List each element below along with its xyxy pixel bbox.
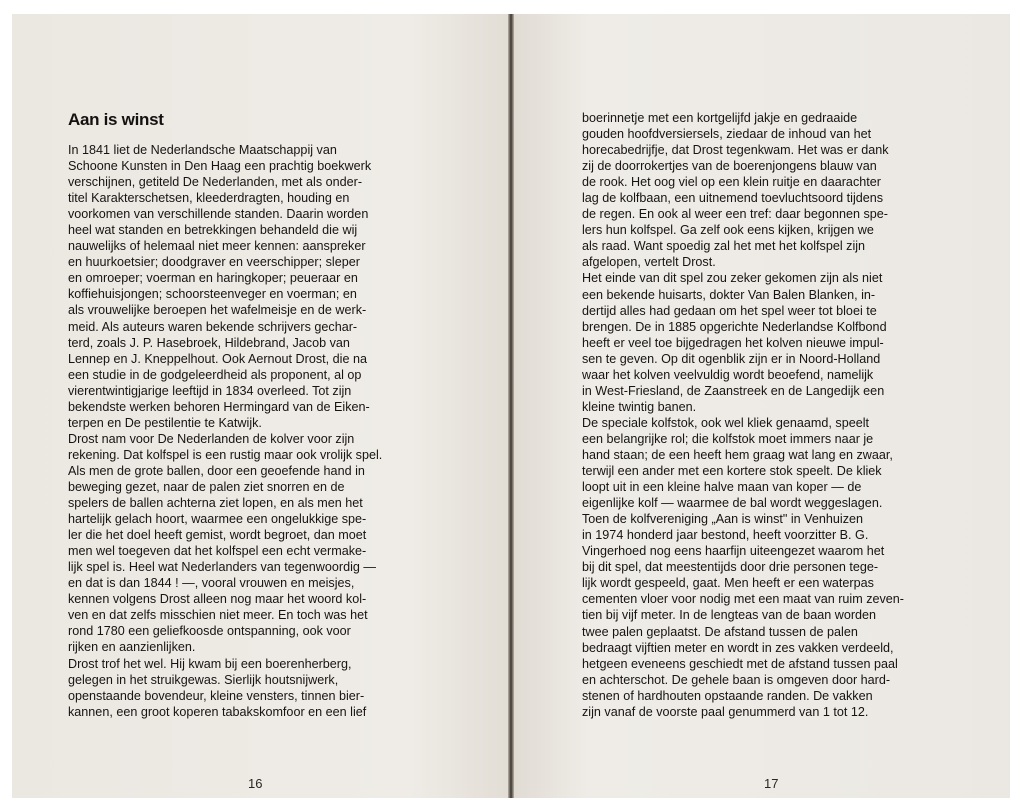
text-line: vierentwintigjarige leeftijd in 1834 overleed. Tot zijn <box>68 383 352 398</box>
text-line: terwijl een ander met een kortere stok speelt. De kliek <box>582 464 882 479</box>
text-line: men wel toegeven dat het kolfspel een echt vermake- <box>68 544 367 559</box>
chapter-heading: Aan is winst <box>68 110 164 129</box>
text-line: rond 1780 een geliefkoosde ontspanning, ook voor <box>68 624 351 639</box>
text-line: Lennep en J. Kneppelhout. Ook Aernout Drost, die na <box>68 351 367 366</box>
right-page <box>514 14 1010 798</box>
text-line: een belangrijke rol; die kolfstok moet immers naar je <box>582 431 874 446</box>
text-line: waar het kolven veelvuldig wordt beoefend, namelijk <box>582 367 874 382</box>
text-line: gelegen in het struikgewas. Sierlijk houtsnijwerk, <box>68 672 339 687</box>
text-line: Drost trof het wel. Hij kwam bij een boerenherberg, <box>68 656 352 671</box>
text-line: spelers de ballen achterna ziet lopen, en als men het <box>68 496 363 511</box>
page-number-left: 16 <box>248 776 263 791</box>
text-line: de rook. Het oog viel op een klein ruitje en daarachter <box>582 175 881 190</box>
text-line: de regen. En ook al weer een tref: daar begonnen spe- <box>582 207 888 222</box>
text-line: verschijnen, getiteld De Nederlanden, met als onder- <box>68 175 363 190</box>
text-line: hartelijk gelach hoort, waarmee een ongelukkige spe- <box>68 512 367 527</box>
text-line: dertijd alles had gedaan om het spel weer tot bloei te <box>582 303 877 318</box>
text-line: gouden hoofdversiersels, ziedaar de inhoud van het <box>582 127 872 142</box>
text-line: rekening. Dat kolfspel is een rustig maar ook vrolijk spel. <box>68 447 383 462</box>
page-number-right: 17 <box>764 776 779 791</box>
text-line: bij dit spel, dat meestentijds door drie personen tege- <box>582 560 879 575</box>
text-line: als vrouwelijke beroepen het wafelmeisje en de werk- <box>68 303 367 318</box>
text-line: nauwelijks of helemaal niet meer kennen: aanspreker <box>68 239 366 254</box>
text-line: De speciale kolfstok, ook wel kliek genaamd, speelt <box>582 415 870 430</box>
text-line: terd, zoals J. P. Hasebroek, Hildebrand, Jacob van <box>68 335 350 350</box>
text-line: lijk wordt gespeeld, gaat. Men heeft er een waterpas <box>582 576 874 591</box>
text-line: In 1841 liet de Nederlandsche Maatschappij van <box>68 143 337 157</box>
text-line: kennen volgens Drost alleen nog maar het woord kol- <box>68 592 367 607</box>
text-line: een bekende huisarts, dokter Van Balen Blanken, in- <box>582 287 876 302</box>
text-line: zijn vanaf de voorste paal genummerd van 1 tot 12. <box>582 704 869 719</box>
text-line: heel wat standen en betrekkingen behandeld die wij <box>68 223 358 238</box>
text-line: tien bij vijf meter. In de lengteas van de baan worden <box>582 608 877 623</box>
text-line: titel Karakterschetsen, kleederdragten, houding en <box>68 191 350 206</box>
text-line: lers hun kolfspel. Ga zelf ook eens kijken, krijgen we <box>582 223 874 238</box>
left-page-text <box>68 142 382 720</box>
text-line: horecabedrijfje, dat Drost tegenkwam. Het was er dank <box>582 143 889 158</box>
text-line: bekendste werken behoren Hermingard van de Eiken- <box>68 399 370 414</box>
text-line: koffiehuisjongen; schoorsteenveger en voerman; en <box>68 287 357 302</box>
text-line: Toen de kolfvereniging „Aan is winst" in Venhuizen <box>582 512 864 527</box>
text-line: kleine twintig banen. <box>582 399 697 414</box>
text-line: sen te geven. Op dit ogenblik zijn er in Noord-Holland <box>582 351 881 366</box>
text-line: zij de doorrokertjes van de boerenjongens blauw van <box>582 159 877 174</box>
text-line: en omroeper; voerman en haringkoper; peueraar en <box>68 271 358 286</box>
text-line: Vingerhoed nog eens haarfijn uiteengezet waarom het <box>582 544 885 559</box>
text-line: meid. Als auteurs waren bekende schrijvers gechar- <box>68 319 358 334</box>
left-page <box>12 14 508 798</box>
book-spread <box>12 14 1010 798</box>
text-line: loopt uit in een kleine halve maan van koper — de <box>582 480 862 495</box>
text-line: kannen, een groot koperen tabakskomfoor en een lief <box>68 704 367 719</box>
text-line: cementen vloer voor nodig met een maat van ruim zeven- <box>582 592 905 607</box>
text-line: twee palen geplaatst. De afstand tussen de palen <box>582 624 858 639</box>
text-line: hetgeen eveneens geschiedt met de afstand tussen paal <box>582 656 898 671</box>
text-line: en huurkoetsier; doodgraver en veerschipper; sleper <box>68 255 360 270</box>
text-line: afgelopen, vertelt Drost. <box>582 255 716 270</box>
text-line: ven en dat zelfs misschien niet meer. En toch was het <box>68 608 368 623</box>
text-line: Drost nam voor De Nederlanden de kolver voor zijn <box>68 431 355 446</box>
text-line: Als men de grote ballen, door een geoefende hand in <box>68 463 365 478</box>
text-line: lag de kolfbaan, een uitnemend toevluchtsoord tijdens <box>582 191 884 206</box>
text-line: rijken en aanzienlijken. <box>68 640 196 655</box>
text-line: ler die het doel heeft gemist, wordt begroet, dan moet <box>68 528 367 543</box>
text-line: in West-Friesland, de Zaanstreek en de Langedijk een <box>582 383 885 398</box>
text-line: Schoone Kunsten in Den Haag een prachtig boekwerk <box>68 159 372 174</box>
text-line: brengen. De in 1885 opgerichte Nederlandse Kolfbond <box>582 319 887 334</box>
text-line: een studie in de godgeleerdheid als proponent, al op <box>68 367 362 382</box>
text-line: in 1974 honderd jaar bestond, heeft voorzitter B. G. <box>582 528 869 543</box>
text-line: hand staan; de een heeft hem graag wat lang en zwaar, <box>582 447 893 462</box>
text-line: lijk spel is. Heel wat Nederlanders van tegenwoordig — <box>68 560 376 575</box>
text-line: bedraagt vijftien meter en wordt in zes vakken verdeeld, <box>582 640 894 655</box>
right-page-text <box>582 110 904 720</box>
text-line: openstaande bovendeur, kleine vensters, tinnen bier- <box>68 688 365 703</box>
text-line: terpen en De pestilentie te Katwijk. <box>68 415 262 430</box>
text-line: als raad. Want spoedig zal het met het kolfspel zijn <box>582 239 866 254</box>
text-line: en dat is dan 1844 ! —, vooral vrouwen en meisjes, <box>68 576 355 591</box>
text-line: beweging gezet, naar de palen ziet snorren en de <box>68 479 345 494</box>
text-line: voorkomen van verschillende standen. Daarin worden <box>68 207 369 222</box>
text-line: heeft er veel toe bijgedragen het kolven nieuwe impul- <box>582 335 884 350</box>
text-line: boerinnetje met een kortgelijfd jakje en gedraaide <box>582 111 858 125</box>
text-line: eigenlijke kolf — waarmee de bal wordt weggeslagen. <box>582 496 883 511</box>
text-line: stenen of hardhouten opstaande randen. De vakken <box>582 688 873 703</box>
text-line: en achterschot. De gehele baan is omgeven door hard- <box>582 672 891 687</box>
text-line: Het einde van dit spel zou zeker gekomen zijn als niet <box>582 271 883 286</box>
